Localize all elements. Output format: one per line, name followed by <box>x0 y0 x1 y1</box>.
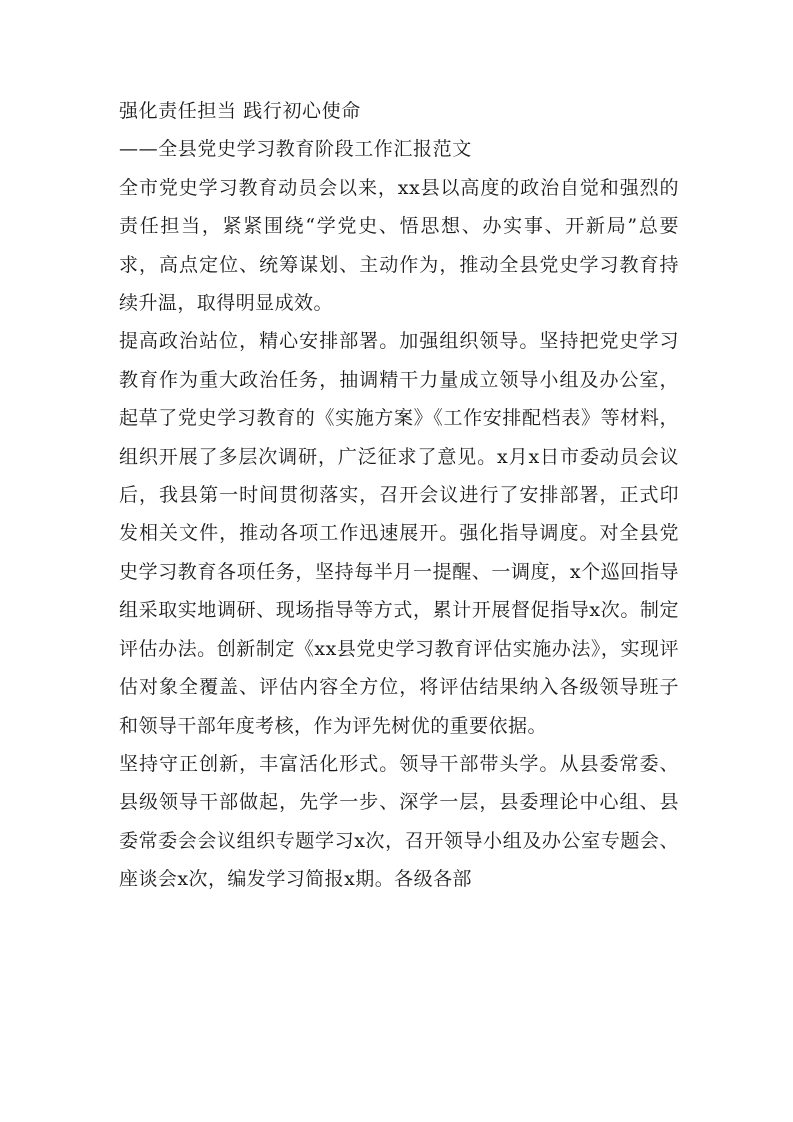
paragraph-intro: 全市党史学习教育动员会以来，xx县以高度的政治自觉和强烈的责任担当，紧紧围绕“学党史、悟思想、办实事、开新局”总要求，高点定位、统筹谋划、主动作为，推动全县党史学习教育持续升温，取得明显成效。 <box>119 176 679 315</box>
document-body <box>119 92 679 899</box>
document-subtitle: ——全县党史学习教育阶段工作汇报范文 <box>119 138 472 161</box>
document-title: 强化责任担当 践行初心使命 <box>119 100 361 122</box>
paragraph-political-stance: 提高政治站位，精心安排部署。加强组织领导。坚持把党史学习教育作为重大政治任务，抽调精干力量成立领导小组及办公室，起草了党史学习教育的《实施方案》《工作安排配档表》等材料，组织开展了多层次调研，广泛征求了意见。x月x日市委动员会议后，我县第一时间贯彻落实，召开会议进行了安排部署，正式印发相关文件，推动各项工作迅速展开。强化指导调度。对全县党史学习教育各项任务，坚持每半月一提醒、一调度，x个巡回指导组采取实地调研、现场指导等方式，累计开展督促指导x次。制定评估办法。创新制定《xx县党史学习教育评估实施办法》，实现评估对象全覆盖、评估内容全方位，将评估结果纳入各级领导班子和领导干部年度考核，作为评先树优的重要依据。 <box>119 330 679 737</box>
paragraph-innovation: 坚持守正创新，丰富活化形式。领导干部带头学。从县委常委、县级领导干部做起，先学一步、深学一层，县委理论中心组、县委常委会会议组织专题学习x次，召开领导小组及办公室专题会、座谈会x次，编发学习简报x期。各级各部 <box>119 752 679 891</box>
